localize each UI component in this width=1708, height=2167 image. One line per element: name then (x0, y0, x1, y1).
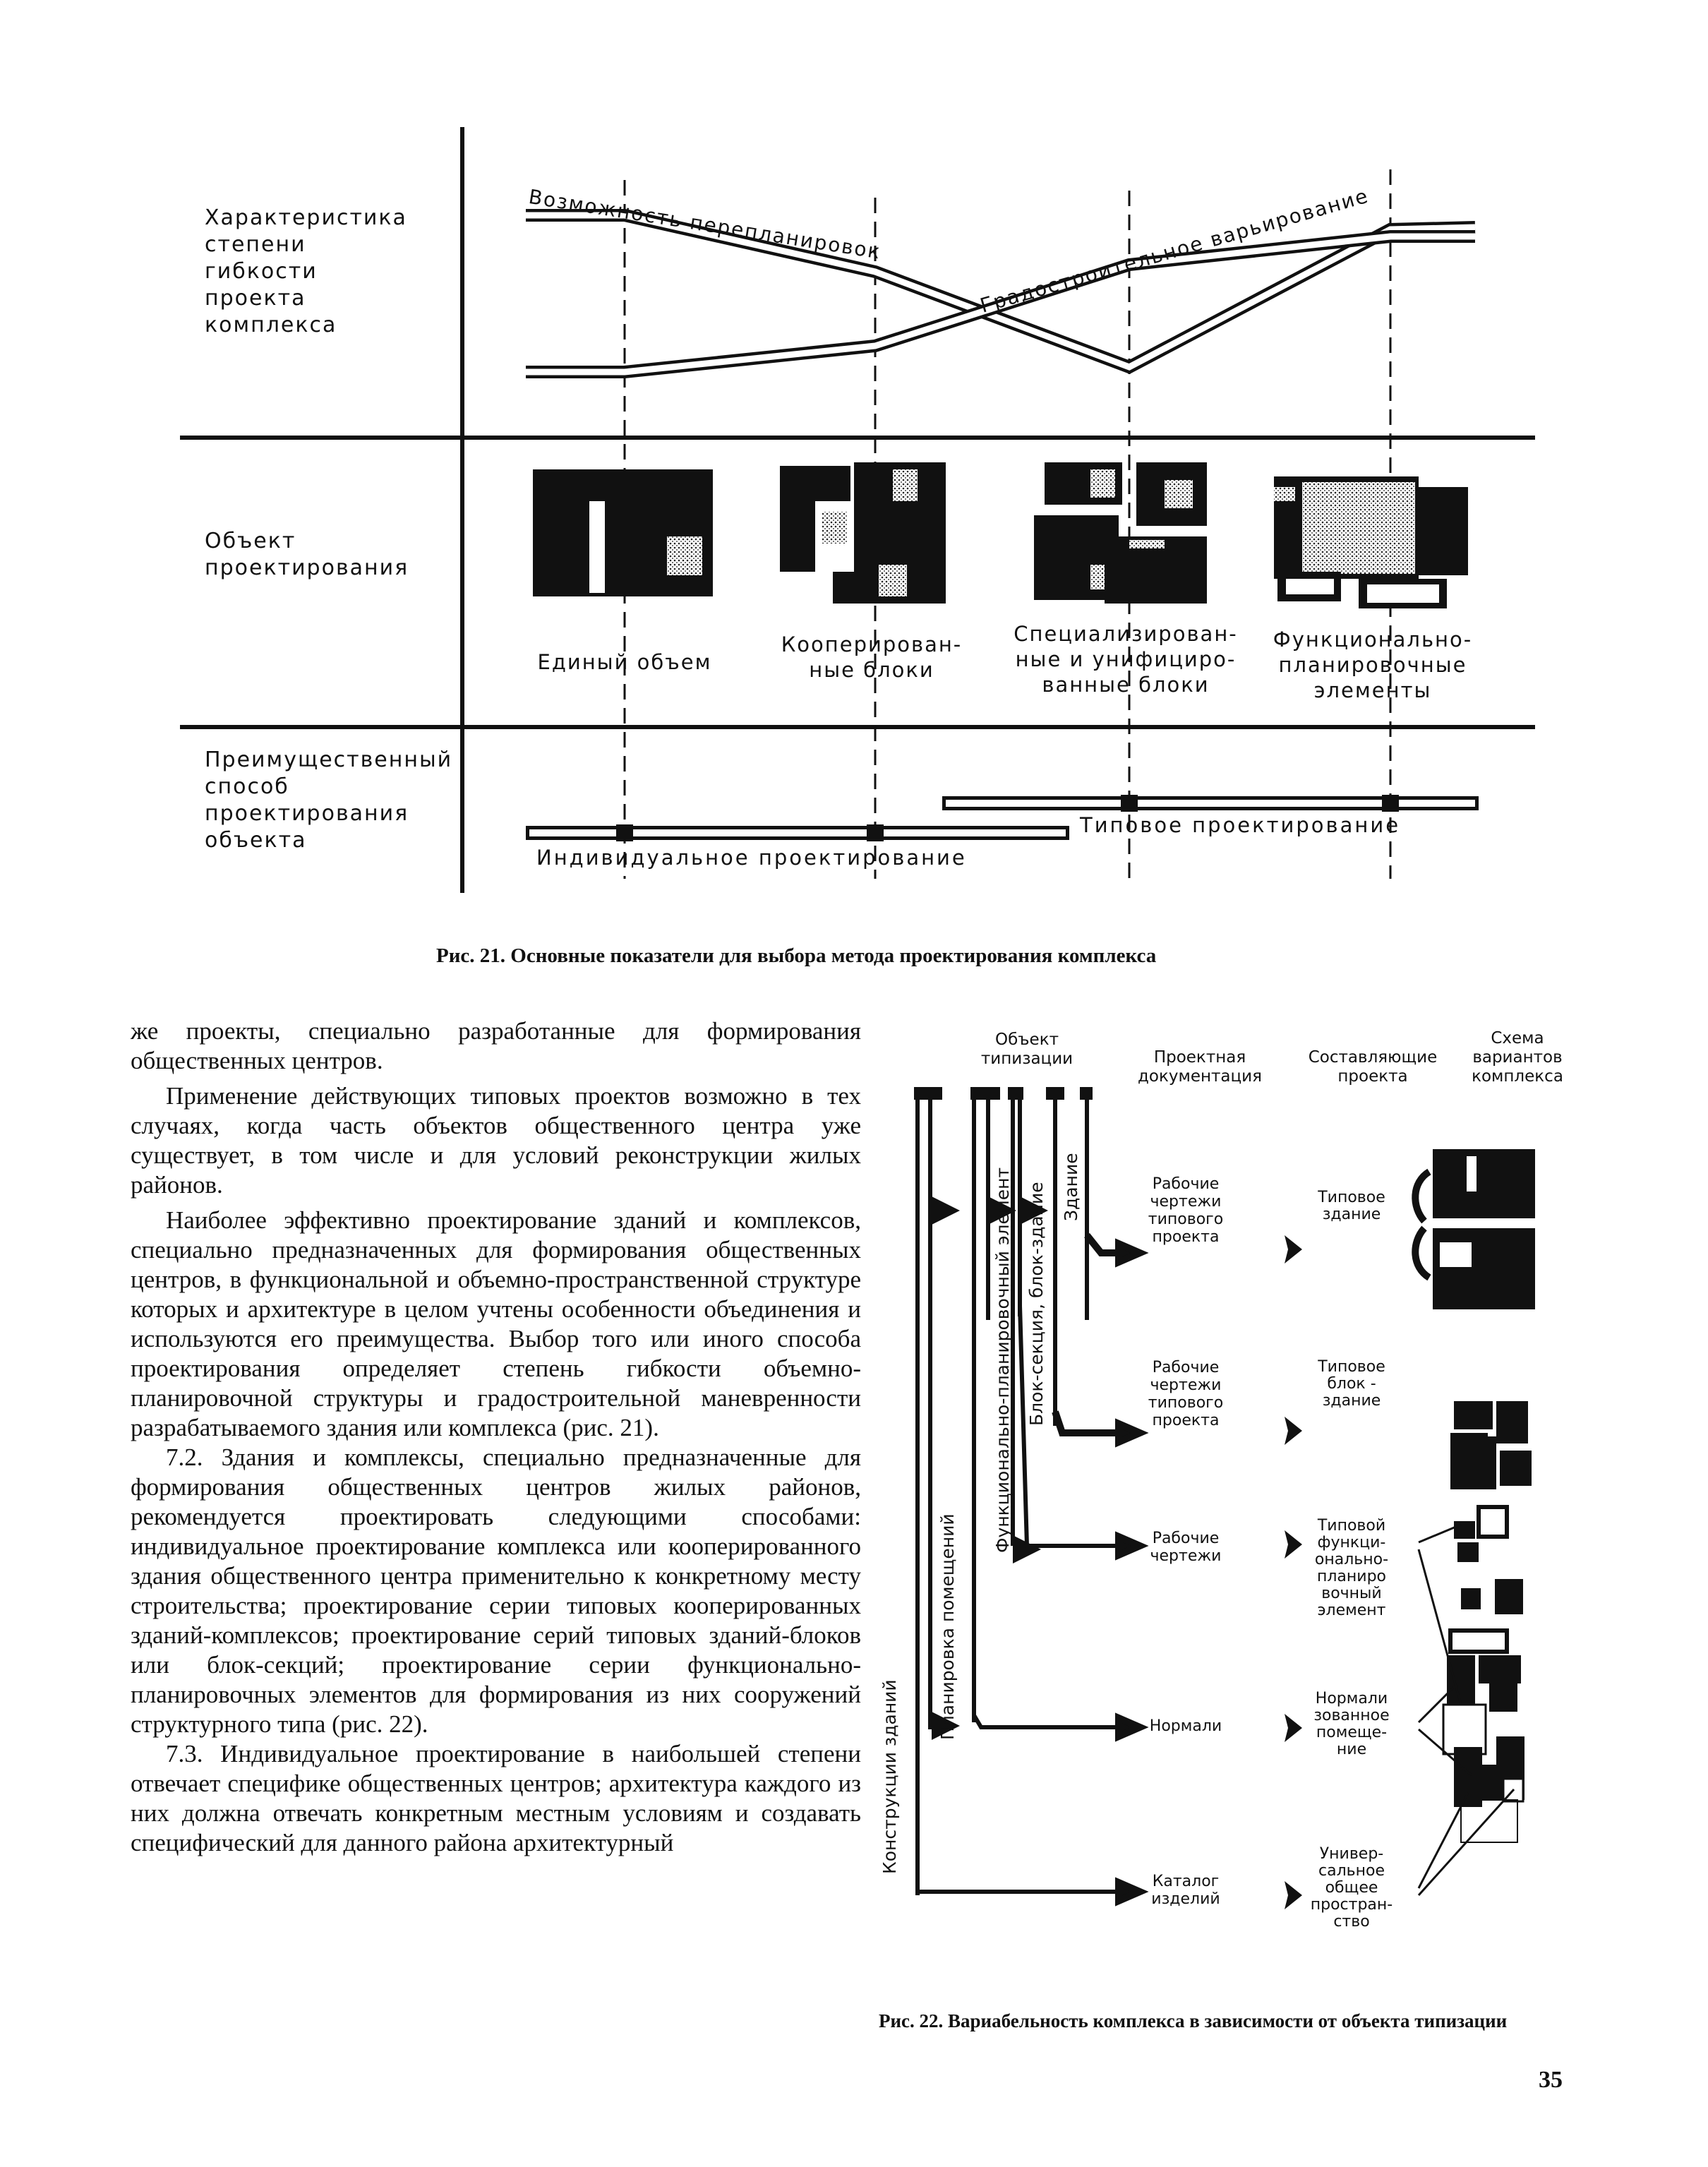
vertical-label-building: Здание (1061, 1153, 1081, 1221)
part-5: Универ- сальное общее простран- ство (1310, 1845, 1393, 1931)
part-1: Типовое здание (1318, 1189, 1385, 1223)
functional-elements-plan (1274, 476, 1468, 608)
individual-design-bar (526, 824, 1069, 841)
doc-1: Рабочие чертежи типового проекта (1148, 1175, 1224, 1246)
object-label-functional: Функционально- планировочные элементы (1273, 628, 1473, 702)
header-object: Объект типизации (980, 1031, 1073, 1068)
specialized-blocks-plan (1034, 462, 1207, 604)
figure-21-caption: Рис. 21. Основные показатели для выбора метода проектирования комплекса (436, 944, 1157, 967)
row-label-flexibility: Характеристика степени гибкости проекта комплекса (205, 205, 407, 337)
cooperated-blocks-plan (780, 462, 946, 604)
scheme-typical-building (1415, 1149, 1535, 1309)
top-bars (914, 1087, 1093, 1100)
individual-design-label: Индивидуальное проектирование (536, 846, 967, 870)
doc-4: Нормали (1149, 1717, 1222, 1735)
urban-variation-label: Градостроительное варьирование (978, 184, 1372, 318)
paragraph-3: Наиболее эффективно проектирование зданий и комплексов, специально предназначенных для формирования общественных центров, в функциональной и объемно-пространственной структуре которых и архитектуре в целом учтены особенности объединения и используются его преимущества. Выбор того или иного способа проектирования определяет степень гибкости объемно-планировочной структуры и градостроительной маневренности разрабатываемого здания или комплекса (рис. 21). (131, 1206, 861, 1441)
object-label-specialized: Специализирован- ные и унифициро- ванные блоки (1014, 622, 1238, 697)
body-text-column (131, 1016, 861, 1858)
header-scheme: Схема вариантов комплекса (1472, 1029, 1563, 1086)
typical-design-bar (942, 795, 1479, 812)
row-label-object: Объект проектирования (205, 529, 409, 580)
part-3: Типовой функци- онально- планиро вочный элемент (1314, 1517, 1389, 1619)
object-label-single: Единый объем (537, 650, 712, 674)
single-volume-plan (533, 469, 713, 596)
vertical-label-constructions: Конструкции зданий (879, 1679, 900, 1874)
figure-22-graphic (875, 1016, 1588, 1998)
vertical-label-block: Блок-секция, блок-здание (1026, 1182, 1047, 1426)
header-docs: Проектная документация (1138, 1048, 1262, 1086)
paragraph-2: Применение действующих типовых проектов возможно в тех случаях, когда часть объектов общественного центра уже существует, в том числе и для условий реконструкции жилых районов. (131, 1082, 861, 1199)
paragraph-1: же проекты, специально разработанные для формирования общественных центров. (131, 1017, 861, 1074)
part-4: Нормали зованное помеще- ние (1313, 1690, 1390, 1758)
figure-22 (875, 1016, 1588, 1998)
replanning-label: Возможность перепланировок (527, 185, 883, 264)
row-label-method: Преимущественный способ проектирования объекта (205, 748, 453, 853)
doc-5: Каталог изделий (1151, 1873, 1220, 1908)
figure-21 (0, 0, 1708, 967)
paragraph-5: 7.3. Индивидуальное проектирование в наибольшей степени отвечает специфике общественных центров; архитектура каждого из них должна отвечать конкретным местным условиям и создавать специфический для данного района архитектурный (131, 1740, 861, 1856)
part-2: Типовое блок - здание (1318, 1358, 1385, 1410)
doc-2: Рабочие чертежи типового проекта (1148, 1359, 1224, 1429)
page-number: 35 (1539, 2067, 1563, 2093)
header-parts: Составляющие проекта (1308, 1048, 1438, 1086)
vertical-label-functional: Функционально-планировочный элемент (992, 1167, 1013, 1553)
vertical-label-planning: Планировка помещений (937, 1513, 958, 1740)
doc-3: Рабочие чертежи (1150, 1530, 1222, 1565)
scheme-block-building (1450, 1401, 1532, 1489)
figure-22-caption: Рис. 22. Вариабельность комплекса в зависимости от объекта типизации (879, 2010, 1508, 2031)
object-label-cooperated: Кооперирован- ные блоки (781, 632, 963, 682)
paragraph-4: 7.2. Здания и комплексы, специально предназначенные для формирования общественных центров жилых районов, рекомендуется проектировать следующими способами: индивидуальное проектирование комплекса или кооперированного здания общественного центра применительно к конкретному месту строительства; проектирование серии типовых кооперированных зданий-комплексов; проектирование серий типовых зданий-блоков или блок-секций; проектирование серии функционально-планировочных элементов для формирования из них сооружений структурного типа (рис. 22). (131, 1443, 861, 1738)
typical-design-label: Типовое проектирование (1080, 813, 1401, 837)
doc-part-arrows (1285, 1235, 1302, 1909)
